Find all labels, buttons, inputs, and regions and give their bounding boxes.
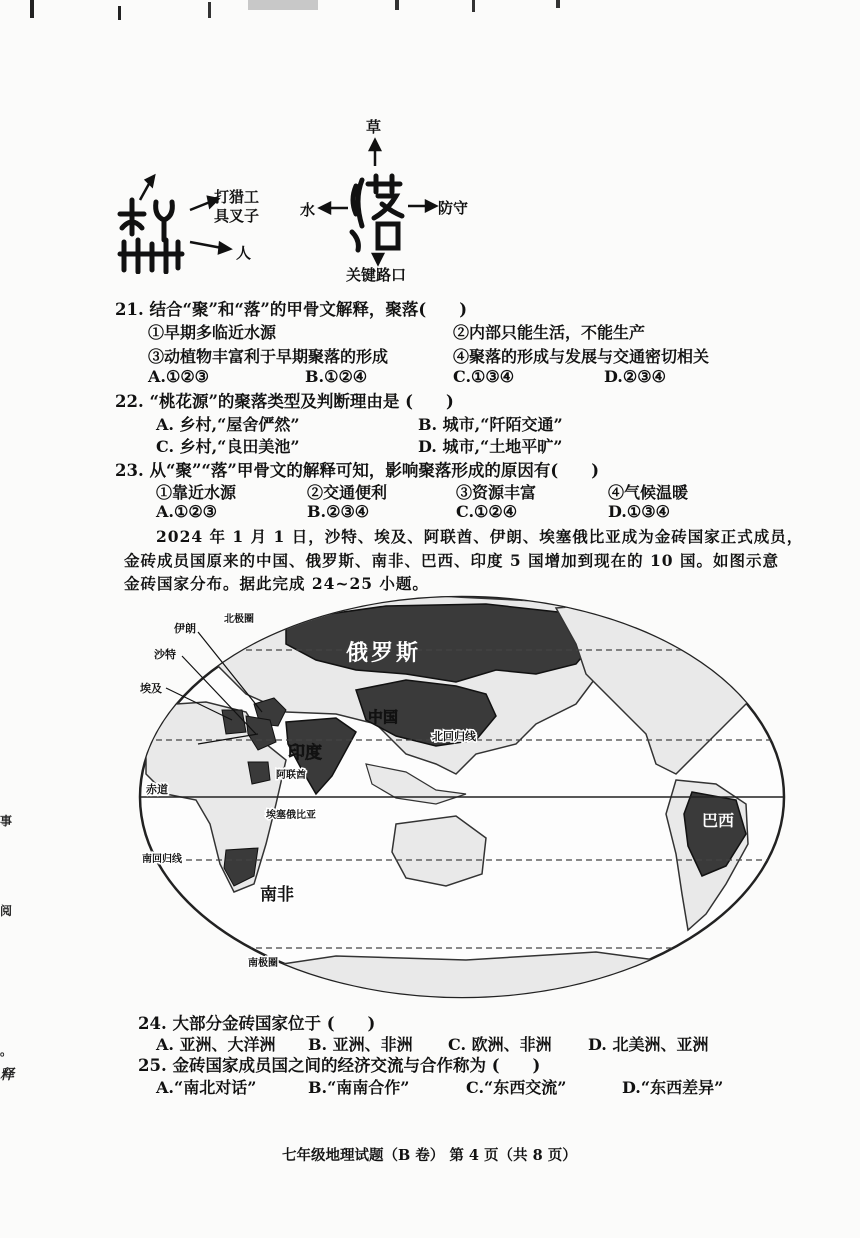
map-label-brazil: 巴西 [702,811,735,830]
question-25-stem: 25. 金砖国家成员国之间的经济交流与合作称为 ( ) [138,1056,541,1075]
map-label-uae: 阿联酋 [276,770,306,781]
question-24-option-a: A. 亚洲、大洋洲 [156,1035,276,1054]
margin-note-3: 。 [0,1044,13,1058]
brics-world-map [136,594,788,1000]
map-label-saudi: 沙特 [154,648,176,661]
ethiopia-territory [248,762,270,784]
question-24-option-d: D. 北美洲、亚洲 [588,1035,709,1054]
luo-label-grass: 草 [366,118,382,136]
luo-label-crossroad: 关键路口 [346,266,407,284]
margin-note-1: 事 [0,814,13,828]
map-label-tropic-of-cancer: 北回归线 [432,730,476,743]
luo-label-defense: 防守 [438,199,469,217]
map-label-south-africa: 南非 [260,885,294,905]
passage-line-2: 金砖成员国原来的中国、俄罗斯、南非、巴西、印度 5 国增加到现在的 10 国。如图示意 [124,551,779,570]
map-label-equator: 赤道 [146,783,168,796]
question-22-option-b: B. 城市,“阡陌交通” [418,415,563,434]
egypt-territory [222,710,246,734]
question-22-option-d: D. 城市,“土地平旷” [418,437,563,456]
question-25-option-c: C.“东西交流” [466,1078,567,1097]
map-label-antarctic-circle: 南极圈 [248,958,278,969]
question-21-option-d: D.②③④ [604,367,666,386]
question-23-option-a: A.①②③ [156,502,218,521]
question-25-option-a: A.“南北对话” [156,1078,257,1097]
question-23-option-b: B.②③④ [307,502,370,521]
question-23-statement-2: ②交通便利 [307,483,388,502]
question-23-option-d: D.①③④ [608,502,670,521]
map-label-ethiopia: 埃塞俄比亚 [266,810,316,821]
luo-label-water: 水 [300,201,316,219]
question-24-option-b: B. 亚洲、非洲 [308,1035,413,1054]
question-22-stem: 22. “桃花源”的聚落类型及判断理由是 ( ) [115,392,454,411]
ju-label-person: 人 [236,244,252,262]
margin-note-2: 阅 [0,904,13,918]
question-21-option-b: B.①②④ [305,367,368,386]
question-21-stem: 21. 结合“聚”和“落”的甲骨文解释，聚落( ) [115,300,468,319]
passage-line-3: 金砖国家分布。据此完成 24~25 小题。 [124,574,429,593]
map-label-china: 中国 [368,708,399,726]
luo-arrows [110,110,490,285]
question-24-option-c: C. 欧洲、非洲 [448,1035,552,1054]
map-label-tropic-of-capricorn: 南回归线 [142,854,182,865]
map-label-iran: 伊朗 [174,622,196,635]
question-22-option-a: A. 乡村,“屋舍俨然” [156,415,300,434]
map-label-russia: 俄罗斯 [346,641,422,666]
question-21-statement-1: ①早期多临近水源 [148,323,277,342]
map-label-egypt: 埃及 [140,682,162,695]
margin-note-4: 释 [0,1067,14,1083]
question-21-option-a: A.①②③ [148,367,210,386]
map-label-arctic-circle: 北极圈 [224,614,254,625]
question-22-option-c: C. 乡村,“良田美池” [156,437,300,456]
question-21-statement-3: ③动植物丰富利于早期聚落的形成 [148,347,389,366]
oracle-script-figure [110,110,490,285]
question-23-statement-1: ①靠近水源 [156,483,237,502]
ju-label-tools-line2: 具叉子 [214,207,260,225]
question-21-option-c: C.①③④ [453,367,515,386]
top-scan-edge [0,0,860,22]
question-23-stem: 23. 从“聚”“落”甲骨文的解释可知，影响聚落形成的原因有( ) [115,461,600,480]
question-21-statement-4: ④聚落的形成与发展与交通密切相关 [453,347,710,366]
question-23-statement-3: ③资源丰富 [456,483,537,502]
page-footer: 七年级地理试题（B 卷） 第 4 页（共 8 页） [282,1147,577,1164]
question-21-statement-2: ②内部只能生活，不能生产 [453,323,646,342]
question-25-option-d: D.“东西差异” [622,1078,724,1097]
question-23-option-c: C.①②④ [456,502,518,521]
ju-label-tools-line1: 打猎工 [214,188,260,206]
map-label-india: 印度 [288,743,322,763]
passage-line-1: 2024 年 1 月 1 日，沙特、埃及、阿联酋、伊朗、埃塞俄比亚成为金砖国家正式成员， [156,527,804,546]
question-23-statement-4: ④气候温暖 [608,483,689,502]
question-25-option-b: B.“南南合作” [308,1078,410,1097]
question-24-stem: 24. 大部分金砖国家位于 ( ) [138,1014,376,1033]
